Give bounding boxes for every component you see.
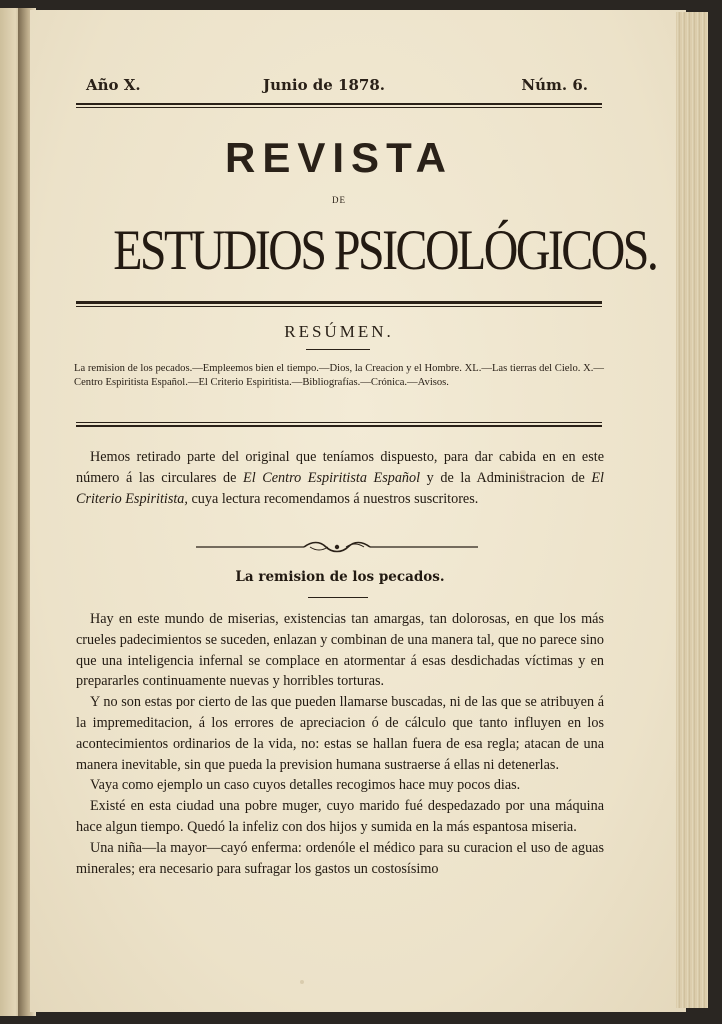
editorial-note-paragraph bbox=[76, 447, 604, 509]
summary-text: La remision de los pecados.—Empleemos bien el tiempo.—Dios, la Creacion y el Hombre. XL.—Las tierras del Cielo. X.—Centro Espiritista Español.—El Criterio Espiritista.—Bibliografías.—Crónica.—Avisos. bbox=[74, 363, 604, 388]
summary-rule-thick bbox=[76, 425, 602, 427]
summary-heading: RESÚMEN. bbox=[284, 322, 394, 341]
article-paragraph: Existé en esta ciudad una pobre muger, cuyo marido fué despedazado por una máquina hace algun tiempo. Quedó la infeliz con dos hijos y sumida en la más espantosa miseria. bbox=[76, 798, 604, 835]
issue-number: Núm. 6. bbox=[521, 76, 588, 94]
note-text-2: y de la Administracion de bbox=[420, 469, 592, 486]
header-rule-thin bbox=[76, 107, 602, 108]
summary-heading-rule bbox=[306, 349, 370, 350]
article-body bbox=[76, 609, 604, 879]
article-paragraph: Una niña—la mayor—cayó enferma: ordenóle el médico para su curacion el uso de aguas minerales; era necesario para sufragar los gastos un costosísimo bbox=[76, 839, 604, 877]
article-paragraph: Hay en este mundo de miserias, existencias tan amargas, tan dolorosas, en que los más crueles padecimientos se suceden, enlazan y combinan de una manera tal, que no parece sino que una inteligencia infernal se complace en atormentar á esas desdichadas víctimas y en prepararles continuamente nuevas y horribles torturas. bbox=[76, 611, 604, 690]
masthead-title-estudios: ESTUDIOS PSICOLÓGICOS. bbox=[113, 219, 657, 282]
page-stack-edge bbox=[676, 12, 708, 1008]
masthead-title-revista: REVISTA bbox=[225, 134, 453, 181]
note-text-3: cuya lectura recomendamos á nuestros suscritores. bbox=[187, 490, 479, 507]
editorial-note bbox=[76, 447, 604, 509]
paper-spot bbox=[300, 980, 304, 984]
article-title-rule bbox=[308, 597, 368, 598]
header-rule bbox=[76, 103, 602, 105]
article-paragraph: Vaya como ejemplo un caso cuyos detalles recogimos hace muy pocos dias. bbox=[90, 777, 521, 794]
article-title: La remision de los pecados. bbox=[235, 569, 445, 585]
issue-year: Año X. bbox=[86, 76, 141, 94]
article-paragraph: Y no son estas por cierto de las que pueden llamarse buscadas, ni de las que se atribuyen á la impremeditacion, á los errores de apreciacion ó de cálculo que tanto influyen en los acontecimientos ordinarios de la vida, no: estas se hallan fuera de esa regla; atacan de una manera inevitable, sin que pueda la prevision humana sustraerse á ellas ni detenerlas. bbox=[76, 694, 604, 773]
summary-rule bbox=[76, 422, 602, 423]
masthead-rule-thin bbox=[76, 306, 602, 307]
note-emphasis-criterio: El Criterio Espiritista, bbox=[76, 469, 604, 507]
note-text-1: Hemos retirado parte del original que teníamos dispuesto, para dar cabida en en este número á las circulares de bbox=[76, 449, 604, 486]
masthead-rule bbox=[76, 301, 602, 304]
issue-date: Junio de 1878. bbox=[262, 76, 386, 94]
ornamental-divider bbox=[196, 540, 478, 554]
masthead-connector: DE bbox=[332, 195, 346, 205]
note-emphasis-centro: El Centro Espiritista Español bbox=[243, 469, 421, 486]
issue-header bbox=[46, 74, 602, 98]
